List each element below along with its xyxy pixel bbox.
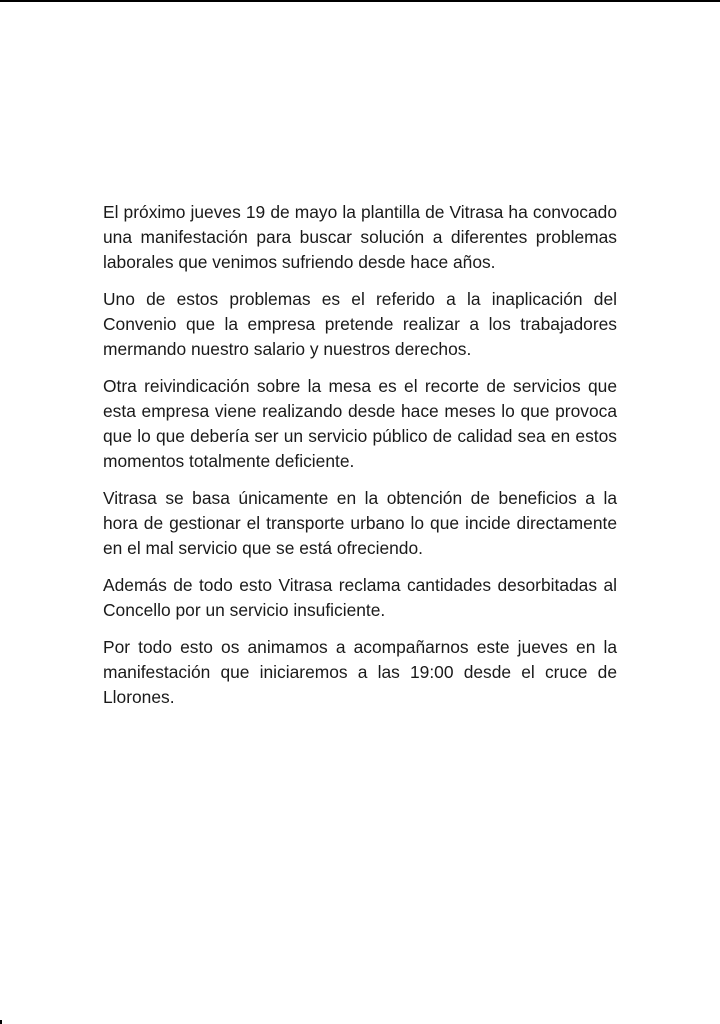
paragraph-concello: Además de todo esto Vitrasa reclama cantidades desorbitadas al Concello por un servicio insuficiente. (103, 575, 617, 620)
paragraph-profits: Vitrasa se basa únicamente en la obtención de beneficios a la hora de gestionar el transporte urbano lo que incide directamente en el mal servicio que se está ofreciendo. (103, 488, 617, 558)
paragraph-call-to-action: Por todo esto os animamos a acompañarnos este jueves en la manifestación que iniciaremos a las 19:00 desde el cruce de Llorones. (103, 637, 617, 707)
top-border-rule (0, 0, 720, 2)
paragraph-service-cuts: Otra reivindicación sobre la mesa es el recorte de servicios que esta empresa viene realizando desde hace meses lo que provoca que lo que debería ser un servicio público de calidad sea en estos momentos totalmente deficiente. (103, 376, 617, 471)
document-body (103, 200, 617, 722)
paragraph-convenio: Uno de estos problemas es el referido a la inaplicación del Convenio que la empresa pretende realizar a los trabajadores mermando nuestro salario y nuestros derechos. (103, 289, 617, 359)
corner-mark (0, 1020, 2, 1024)
paragraph-announcement: El próximo jueves 19 de mayo la plantilla de Vitrasa ha convocado una manifestación para buscar solución a diferentes problemas laborales que venimos sufriendo desde hace años. (103, 202, 617, 272)
